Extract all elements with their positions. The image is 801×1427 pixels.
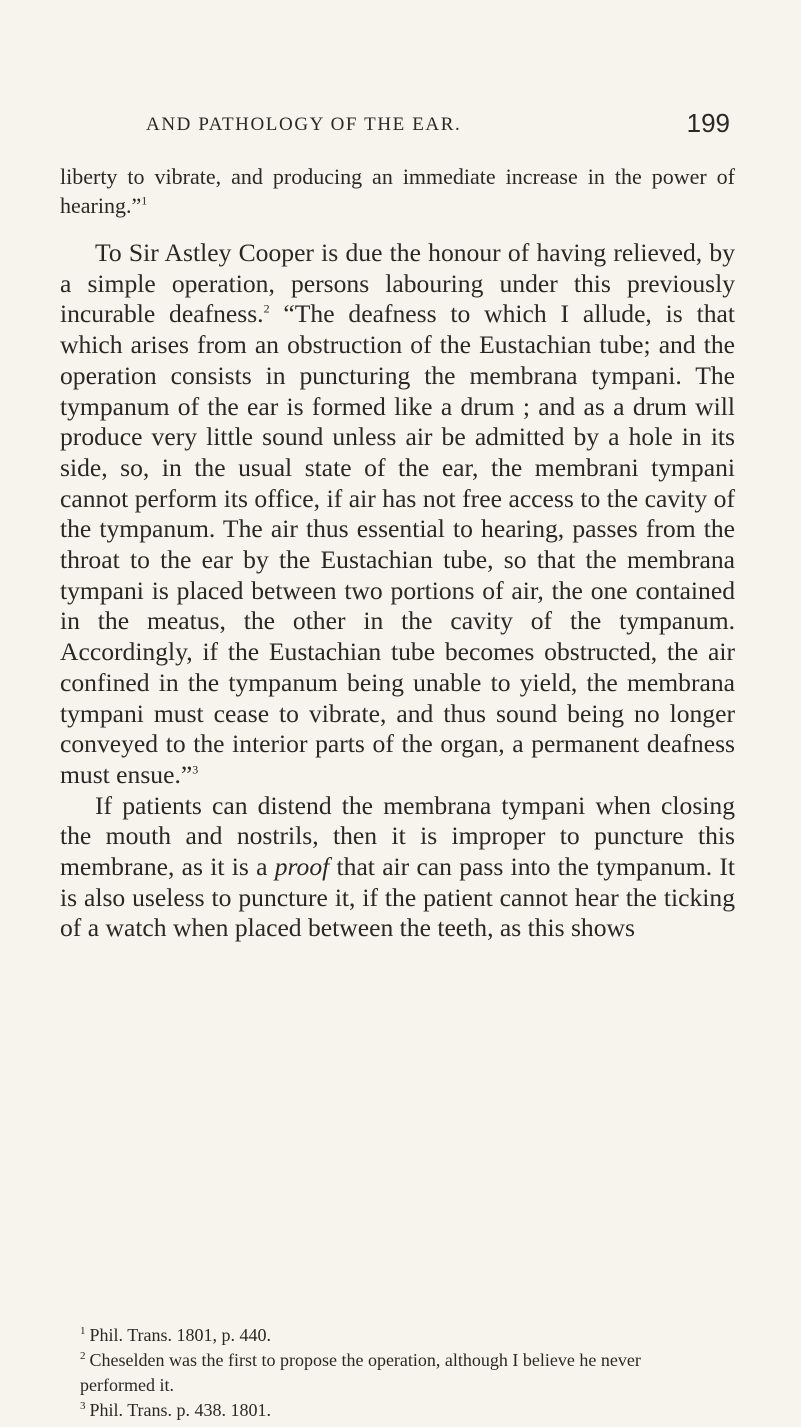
paragraph-text: If patients can distend the membrana tympani when closing the mouth and nostrils, then it is improper to puncture this membrane, as it is a bbox=[60, 790, 735, 882]
footnote-text: Cheselden was the first to propose the operation, although I believe he never performed it. bbox=[80, 1350, 641, 1395]
footnotes bbox=[80, 1323, 700, 1423]
footnote-text: Phil. Trans. p. 438. 1801. bbox=[89, 1400, 272, 1420]
footnote-3 bbox=[80, 1398, 700, 1423]
paragraph-text: liberty to vibrate, and producing an immediate increase in the power of hearing.” bbox=[60, 164, 735, 218]
footnote-ref: 2 bbox=[263, 301, 270, 316]
running-head: AND PATHOLOGY OF THE EAR. bbox=[146, 114, 462, 135]
paragraph-quote: “The deafness to which I allude, is that which arises from an obstruction of the Eustachian tube; and the operation consists in puncturing the membrana tympani. The tympanum of the ear is formed like a drum ; and as a drum will produce very little sound unless air be admitted by a hole in its side, so, in the usual state of the ear, the membrani tympani cannot perform its office, if air has not free access to the cavity of the tympanum. The air thus essential to hearing, passes from the throat to the ear by the Eustachian tube, so that the membrana tympani is placed between two portions of air, the one contained in the meatus, the other in the cavity of the tympanum. Accordingly, if the Eustachian tube becomes obstructed, the air confined in the tympanum being unable to yield, the membrana tympani must cease to vibrate, and thus sound being no longer conveyed to the interior parts of the organ, a permanent deafness must ensue.” bbox=[60, 299, 735, 789]
footnote-text: Phil. Trans. 1801, p. 440. bbox=[89, 1325, 272, 1345]
emphasized-word: proof bbox=[274, 852, 330, 882]
page-header bbox=[60, 108, 760, 142]
page-number: 199 bbox=[686, 108, 730, 138]
paragraph-cooper bbox=[60, 238, 735, 791]
paragraph-text: To Sir Astley Cooper is due the honour of having relieved, by a simple operation, persons labouring under this previously incurable deafness. bbox=[60, 238, 735, 329]
footnote-ref: 3 bbox=[192, 762, 199, 777]
paragraph-patients bbox=[60, 791, 735, 945]
footnote-1 bbox=[80, 1323, 700, 1348]
footnote-ref: 1 bbox=[141, 193, 148, 208]
body-text bbox=[60, 162, 735, 944]
footnote-number: 1 bbox=[80, 1325, 86, 1337]
paragraph-text: that air can pass into the tympanum. It is also useless to puncture it, if the patient cannot hear the ticking of a watch when placed between the teeth, as this shows bbox=[60, 852, 735, 943]
footnote-2 bbox=[80, 1348, 700, 1398]
paragraph-continuation bbox=[60, 162, 735, 220]
footnote-number: 3 bbox=[80, 1400, 86, 1412]
footnote-number: 2 bbox=[80, 1350, 86, 1362]
